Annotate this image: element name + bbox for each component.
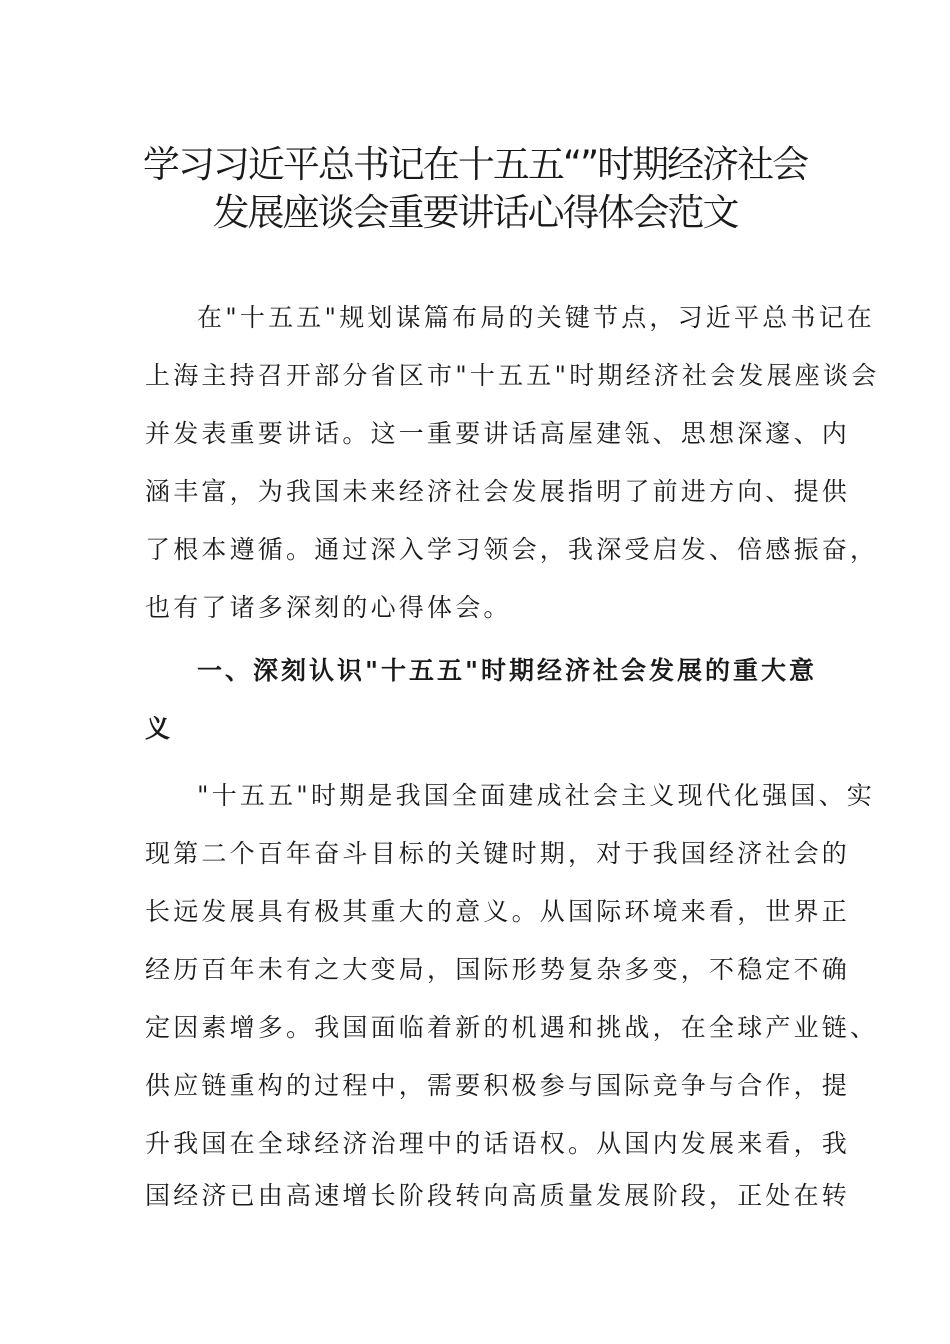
section-paragraph-line: 国经济已由高速增长阶段转向高质量发展阶段，正处在转 bbox=[145, 1181, 851, 1210]
section-paragraph-line: 长远发展具有极其重大的意义。从国际环境来看，世界正 bbox=[145, 897, 851, 926]
intro-paragraph-line: 并发表重要讲话。这一重要讲话高屋建瓴、思想深邃、内 bbox=[145, 419, 851, 448]
section-paragraph-line: 定因素增多。我国面临着新的机遇和挑战，在全球产业链、 bbox=[145, 1013, 879, 1042]
section-paragraph-line: "十五五"时期是我国全面建成社会主义现代化强国、实 bbox=[197, 781, 876, 810]
section-heading-line: 一、深刻认识"十五五"时期经济社会发展的重大意 bbox=[197, 656, 818, 685]
intro-paragraph-line: 在"十五五"规划谋篇布局的关键节点，习近平总书记在 bbox=[197, 303, 876, 332]
section-paragraph-line: 经历百年未有之大变局，国际形势复杂多变，不稳定不确 bbox=[145, 955, 851, 984]
intro-paragraph-line: 也有了诸多深刻的心得体会。 bbox=[145, 593, 512, 622]
section-heading-line: 义 bbox=[145, 714, 174, 743]
section-paragraph-line: 供应链重构的过程中，需要积极参与国际竞争与合作，提 bbox=[145, 1071, 851, 1100]
intro-paragraph-line: 了根本遵循。通过深入学习领会，我深受启发、倍感振奋， bbox=[145, 535, 879, 564]
intro-paragraph-line: 涵丰富，为我国未来经济社会发展指明了前进方向、提供 bbox=[145, 477, 851, 506]
section-paragraph-line: 现第二个百年奋斗目标的关键时期，对于我国经济社会的 bbox=[145, 839, 851, 868]
section-paragraph-line: 升我国在全球经济治理中的话语权。从国内发展来看，我 bbox=[145, 1129, 851, 1158]
document-title-line-1: 学习习近平总书记在十五五“”时期经济社会 bbox=[142, 143, 808, 186]
document-title-line-2: 发展座谈会重要讲话心得体会范文 bbox=[212, 191, 738, 234]
intro-paragraph-line: 上海主持召开部分省区市"十五五"时期经济社会发展座谈会 bbox=[145, 361, 880, 390]
